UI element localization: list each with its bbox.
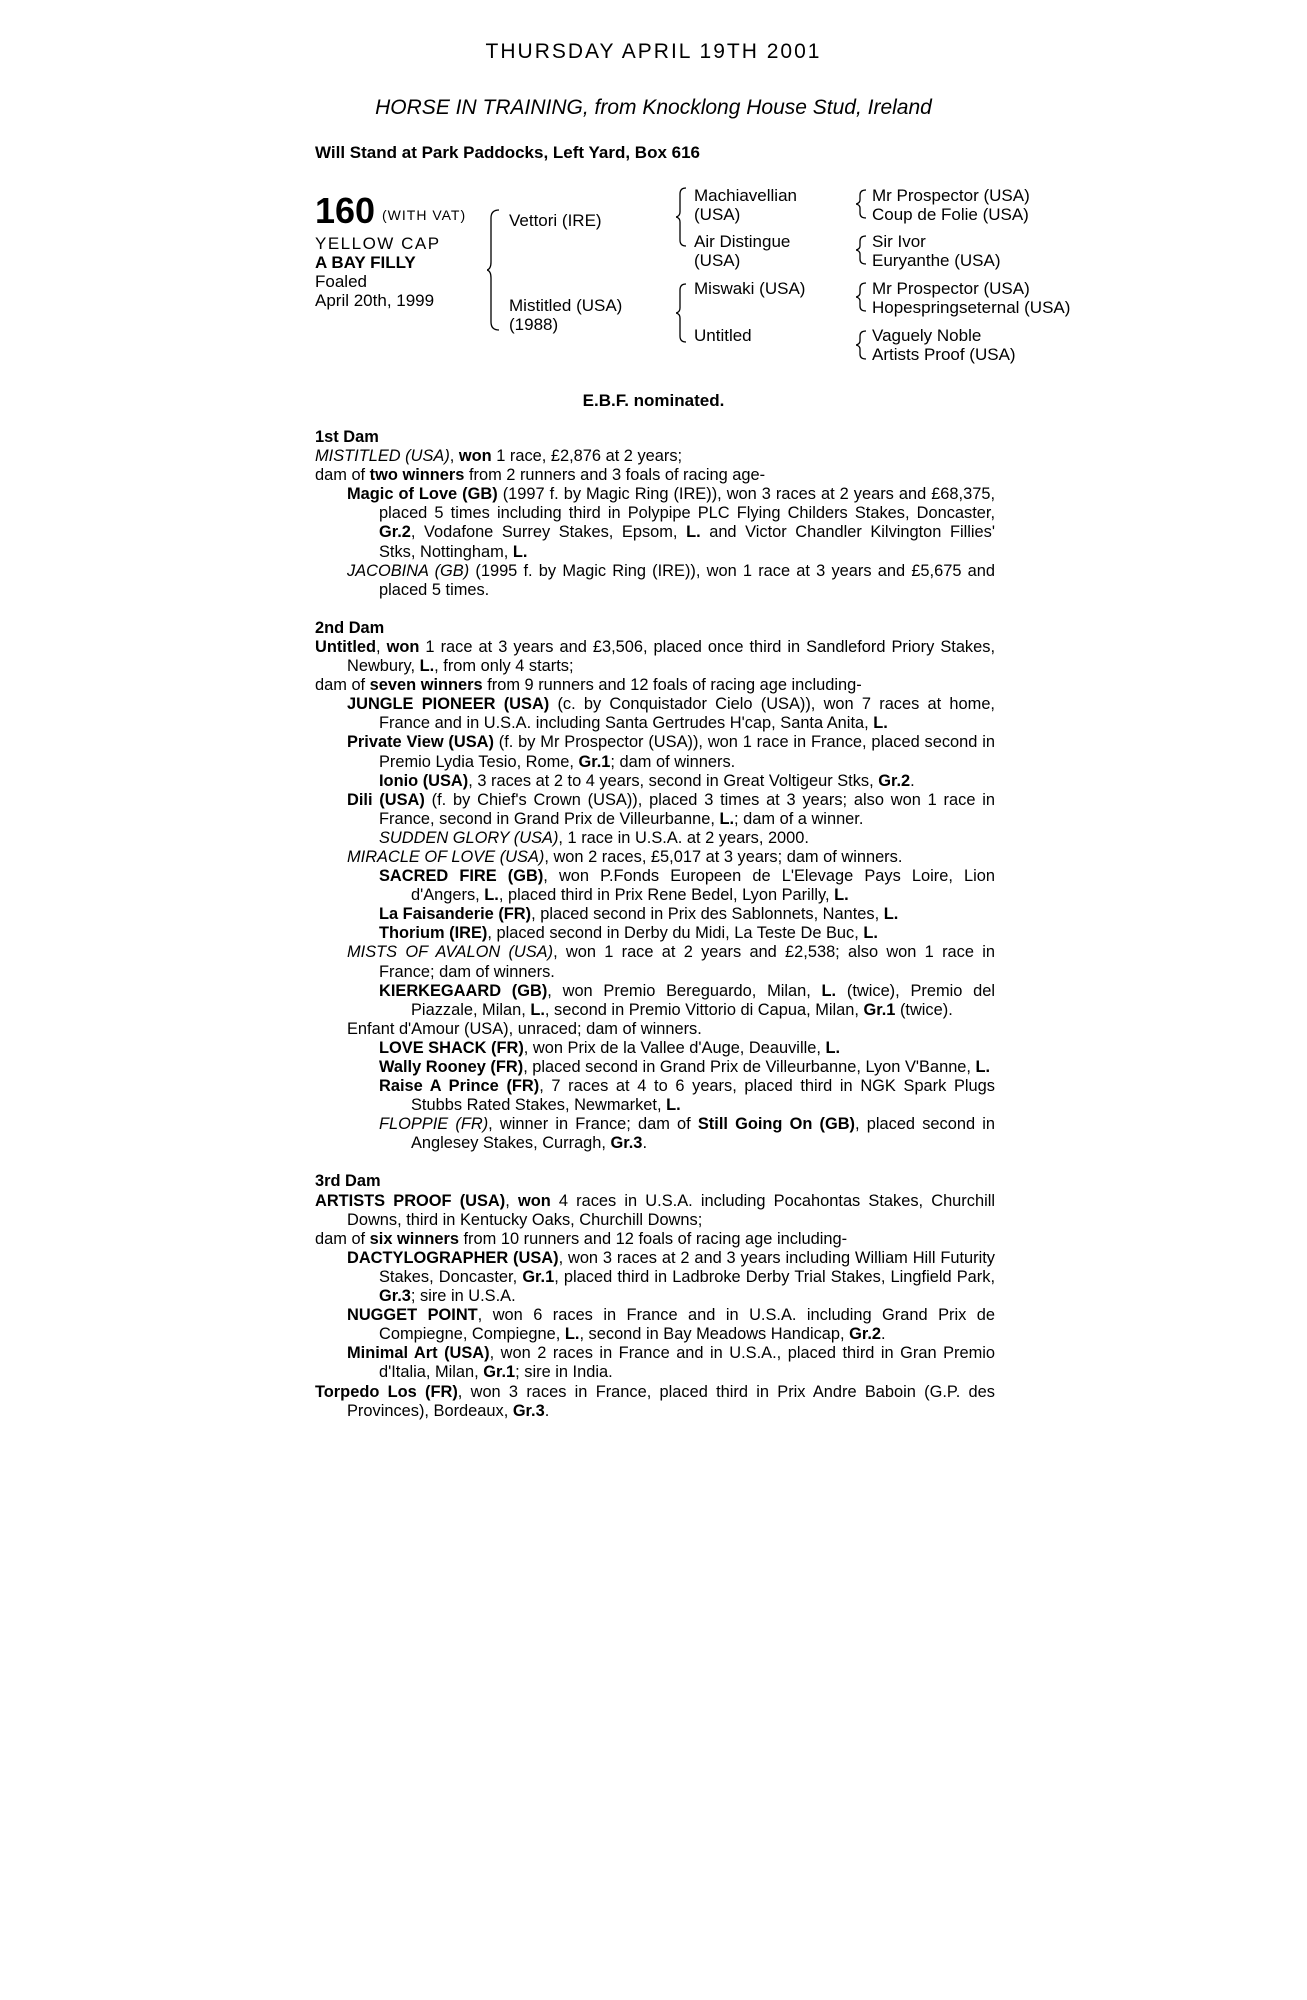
pedigree-g2-3: Miswaki (USA): [694, 279, 806, 298]
produce-entry: Torpedo Los (FR), won 3 races in France, placed third in Prix Andre Baboin (G.P. des Provinces), Bordeaux, Gr.3.: [315, 1382, 995, 1420]
pedigree-g3-2: Coup de Folie (USA): [872, 205, 1029, 224]
pedigree-g3-1: Mr Prospector (USA): [872, 186, 1030, 205]
vat-note: (WITH VAT): [382, 207, 467, 223]
pedigree-sire: Vettori (IRE): [509, 211, 602, 230]
stand-location: Will Stand at Park Paddocks, Left Yard, Box 616: [315, 143, 700, 162]
third-dam-heading: 3rd Dam: [315, 1172, 381, 1191]
pedigree-g2-1a: Machiavellian: [694, 186, 797, 205]
pedigree-g2-2a: Air Distingue: [694, 232, 791, 251]
produce-entry: SACRED FIRE (GB), won P.Fonds Europeen de L'Elevage Pays Loire, Lion d'Angers, L., placed third in Prix Rene Bedel, Lyon Parilly, L.: [379, 867, 995, 905]
produce-entry: SUDDEN GLORY (USA), 1 race in U.S.A. at 2 years, 2000.: [379, 828, 809, 847]
pedigree-brace-g3-2: [856, 234, 868, 266]
produce-entry: Ionio (USA), 3 races at 2 to 4 years, second in Great Voltigeur Stks, Gr.2.: [379, 771, 915, 790]
pedigree-brace-g3-1: [856, 188, 868, 220]
second-dam-produce: dam of seven winners from 9 runners and 12 foals of racing age including-: [315, 676, 862, 695]
produce-entry: DACTYLOGRAPHER (USA), won 3 races at 2 and 3 years including William Hill Futurity Stakes, Doncaster, Gr.1, placed third in Ladbroke Derby Trial Stakes, Lingfield Park, Gr.3; sire in U.S.A.: [347, 1248, 995, 1306]
sale-date: THURSDAY APRIL 19TH 2001: [485, 40, 822, 63]
first-dam-record: MISTITLED (USA), won 1 race, £2,876 at 2 years;: [315, 447, 683, 466]
ebf-note: E.B.F. nominated.: [582, 391, 725, 410]
produce-entry: Raise A Prince (FR), 7 races at 4 to 6 years, placed third in NGK Spark Plugs Stubbs Rated Stakes, Newmarket, L.: [379, 1077, 995, 1115]
pedigree-brace-sire-dam: [487, 208, 501, 332]
pedigree-g2-2b: (USA): [694, 251, 741, 270]
first-dam-heading: 1st Dam: [315, 428, 379, 446]
second-dam-heading: 2nd Dam: [315, 618, 385, 637]
catalogue-body: [315, 428, 995, 1421]
produce-entry: La Faisanderie (FR), placed second in Prix des Sablonnets, Nantes, L.: [379, 905, 899, 924]
first-dam-produce: dam of two winners from 2 runners and 3 foals of racing age-: [315, 466, 766, 485]
pedigree-dam-year: (1988): [509, 315, 559, 334]
third-dam-record: ARTISTS PROOF (USA), won 4 races in U.S.A. including Pocahontas Stakes, Churchill Downs, third in Kentucky Oaks, Churchill Downs;: [315, 1191, 995, 1229]
horse-description: A BAY FILLY: [315, 253, 416, 272]
produce-entry: FLOPPIE (FR), winner in France; dam of Still Going On (GB), placed second in Anglesey Stakes, Curragh, Gr.3.: [379, 1115, 995, 1153]
pedigree-brace-g3-4: [856, 329, 868, 361]
produce-entry: JACOBINA (GB) (1995 f. by Magic Ring (IRE)), won 1 race at 3 years and £5,675 and placed 5 times.: [347, 561, 996, 599]
pedigree-g3-4: Euryanthe (USA): [872, 251, 1001, 270]
pedigree-dam: Mistitled (USA): [509, 296, 623, 315]
pedigree-g3-3: Sir Ivor: [872, 232, 926, 251]
foaled-label: Foaled: [315, 272, 367, 291]
produce-entry: Dili (USA) (f. by Chief's Crown (USA)), placed 3 times at 3 years; also won 1 race in France, second in Grand Prix de Villeurbanne, L.; dam of a winner.: [347, 790, 995, 828]
lot-number: 160: [315, 190, 376, 231]
produce-entry: Private View (USA) (f. by Mr Prospector (USA)), won 1 race in France, placed second in Premio Lydia Tesio, Rome, Gr.1; dam of winners.: [347, 733, 995, 771]
pedigree-g3-8: Artists Proof (USA): [872, 345, 1016, 364]
produce-entry: MIRACLE OF LOVE (USA), won 2 races, £5,017 at 3 years; dam of winners.: [347, 847, 903, 866]
pedigree-g3-6: Hopespringseternal (USA): [872, 298, 1071, 317]
produce-entry: Wally Rooney (FR), placed second in Grand Prix de Villeurbanne, Lyon V'Banne, L.: [379, 1058, 991, 1076]
produce-entry: Enfant d'Amour (USA), unraced; dam of winners.: [347, 1019, 702, 1038]
produce-entry: NUGGET POINT, won 6 races in France and in U.S.A. including Grand Prix de Compiegne, Compiegne, L., second in Bay Meadows Handicap, Gr.2.: [347, 1306, 995, 1344]
pedigree-brace-g3-3: [856, 281, 868, 313]
produce-entry: JUNGLE PIONEER (USA) (c. by Conquistador Cielo (USA)), won 7 races at home, France and in U.S.A. including Santa Gertrudes H'cap, Santa Anita, L.: [347, 695, 995, 733]
pedigree-brace-sire-line: [676, 186, 688, 248]
foaled-date: April 20th, 1999: [315, 291, 435, 310]
pedigree-g3-5: Mr Prospector (USA): [872, 279, 1030, 298]
produce-entry: Magic of Love (GB) (1997 f. by Magic Ring (IRE)), won 3 races at 2 years and £68,375, placed 5 times including third in Polypipe PLC Flying Childers Stakes, Doncaster, Gr.2, Vodafone Surrey Stakes, Epsom, L. and Victor Chandler Kilvington Fillies' Stks, Nottingham, L.: [347, 485, 995, 561]
produce-entry: KIERKEGAARD (GB), won Premio Bereguardo, Milan, L. (twice), Premio del Piazzale, Milan, L., second in Premio Vittorio di Capua, Milan, Gr.1 (twice).: [379, 981, 995, 1019]
pedigree-g2-4: Untitled: [694, 326, 752, 345]
pedigree-g3-7: Vaguely Noble: [872, 326, 982, 345]
cap-colour: YELLOW CAP: [315, 234, 441, 253]
second-dam-record: Untitled, won 1 race at 3 years and £3,506, placed once third in Sandleford Priory Stakes, Newbury, L., from only 4 starts;: [315, 637, 995, 676]
third-dam-produce: dam of six winners from 10 runners and 12 foals of racing age including-: [315, 1229, 848, 1248]
pedigree-brace-dam-line: [676, 282, 688, 344]
produce-entry: MISTS OF AVALON (USA), won 1 race at 2 years and £2,538; also won 1 race in France; dam of winners.: [347, 943, 995, 981]
produce-entry: Minimal Art (USA), won 2 races in France and in U.S.A., placed third in Gran Premio d'Italia, Milan, Gr.1; sire in India.: [347, 1344, 995, 1382]
produce-entry: Thorium (IRE), placed second in Derby du Midi, La Teste De Buc, L.: [379, 924, 878, 943]
pedigree-g2-1b: (USA): [694, 205, 741, 224]
consignor-line: HORSE IN TRAINING, from Knocklong House Stud, Ireland: [375, 96, 932, 119]
produce-entry: LOVE SHACK (FR), won Prix de la Vallee d'Auge, Deauville, L.: [379, 1038, 841, 1057]
